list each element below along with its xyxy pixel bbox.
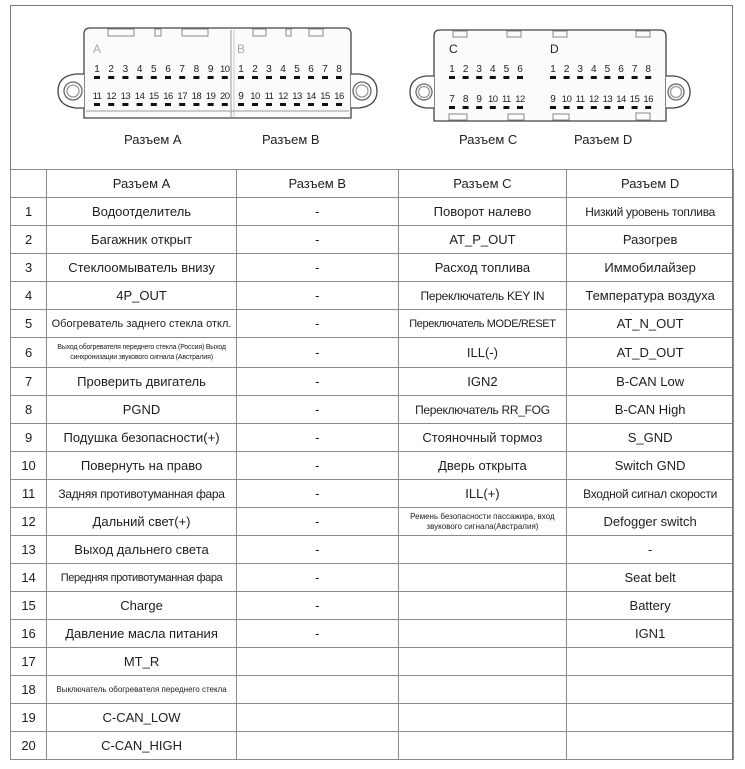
pin-number-cell: 7 (11, 368, 47, 396)
connector-c-cell (398, 732, 567, 760)
table-row (11, 310, 734, 338)
connector-d-cell: - (567, 536, 734, 564)
connector-c-cell (398, 704, 567, 732)
connector-b-cell: - (236, 226, 398, 254)
connector-c-cell: Ремень безопасности пассажира, вход звукового сигнала(Австралия) (398, 508, 567, 536)
pin-number-cell: 16 (11, 620, 47, 648)
pin-number-cell: 10 (11, 452, 47, 480)
pin-contact (503, 76, 509, 79)
connector-b-cell: - (236, 564, 398, 592)
connector-b-cell: - (236, 424, 398, 452)
connector-c-cell: Расход топлива (398, 254, 567, 282)
pin-label: 2 (462, 64, 469, 75)
pin-contact (550, 106, 556, 109)
table-row (11, 338, 734, 368)
pin-label: 14 (616, 94, 626, 105)
pin-label: 10 (561, 94, 572, 105)
connector-b-cell: - (236, 254, 398, 282)
connector-a-cell: 4P_OUT (47, 282, 237, 310)
connector-b-cell (236, 732, 398, 760)
pin-contact (193, 103, 199, 106)
connector-d-cell: Низкий уровень топлива (567, 198, 734, 226)
pin-contact (294, 76, 300, 79)
pin-label: 16 (334, 91, 344, 102)
connector-d-cell: Входной сигнал скорости (567, 480, 734, 508)
pin-contact (476, 76, 482, 79)
connector-d-caption: Разъем D (574, 132, 633, 147)
pin-label: 3 (476, 64, 482, 75)
pin-number-cell: 15 (11, 592, 47, 620)
pinout-table-body (11, 198, 734, 760)
connector-d-cell: AT_D_OUT (567, 338, 734, 368)
connector-b-cell: - (236, 452, 398, 480)
connector-d-cell (567, 648, 734, 676)
table-row (11, 226, 734, 254)
pin-contact (137, 76, 143, 79)
pin-number-cell: 3 (11, 254, 47, 282)
connector-d-cell: Разогрев (567, 226, 734, 254)
pin-contact (108, 76, 114, 79)
pin-contact (222, 76, 228, 79)
pin-contact (618, 76, 624, 79)
pin-label: 7 (322, 64, 328, 75)
pin-contact (94, 76, 100, 79)
connector-a-caption: Разъем A (124, 132, 182, 147)
pin-contact (517, 106, 523, 109)
connector-a-cell: Выход дальнего света (47, 536, 237, 564)
connector-a-cell: Charge (47, 592, 237, 620)
connector-d-cell: IGN1 (567, 620, 734, 648)
pin-contact (517, 76, 523, 79)
connector-a-cell: PGND (47, 396, 237, 424)
pin-contact (252, 103, 258, 106)
connector-a-cell: Обогреватель заднего стекла откл. (47, 310, 237, 338)
table-row (11, 198, 734, 226)
pin-contact (632, 76, 638, 79)
pin-label: 9 (550, 94, 556, 105)
connector-b-cell: - (236, 338, 398, 368)
connector-letter-c: C (449, 42, 458, 56)
connector-d-cell: Battery (567, 592, 734, 620)
connector-d-cell (567, 732, 734, 760)
pin-contact (618, 106, 624, 109)
connector-c-cell: Стояночный тормоз (398, 424, 567, 452)
pin-label: 7 (631, 64, 638, 75)
pin-number-cell: 6 (11, 338, 47, 368)
header-connector-a: Разъем A (47, 170, 237, 198)
table-row (11, 282, 734, 310)
pin-label: 8 (645, 64, 651, 75)
pin-label: 10 (250, 91, 260, 102)
pin-label: 6 (308, 64, 314, 75)
pin-label: 4 (490, 64, 496, 75)
pin-label: 13 (602, 94, 613, 105)
pin-label: 20 (220, 91, 230, 102)
pin-label: 1 (94, 64, 100, 75)
connector-ab-body (58, 28, 377, 118)
connector-b-cell: - (236, 536, 398, 564)
pin-contact (137, 103, 143, 106)
pin-contact (179, 76, 185, 79)
connector-a-cell: Передняя противотуманная фара (47, 564, 237, 592)
pin-number-cell: 4 (11, 282, 47, 310)
pin-contact (208, 76, 214, 79)
connector-c-cell: Дверь открыта (398, 452, 567, 480)
pin-label: 12 (515, 94, 525, 105)
table-row (11, 424, 734, 452)
pin-label: 9 (207, 64, 214, 75)
connector-a-cell: Багажник открыт (47, 226, 237, 254)
pin-label: 5 (503, 64, 510, 75)
pin-label: 8 (462, 94, 469, 105)
connector-b-cell: - (236, 508, 398, 536)
pin-label: 15 (320, 91, 330, 102)
pin-contact (336, 103, 342, 106)
pin-number-cell: 5 (11, 310, 47, 338)
connector-b-cell: - (236, 368, 398, 396)
pin-label: 12 (589, 94, 599, 105)
pin-label: 9 (476, 94, 482, 105)
connector-c-caption: Разъем C (459, 132, 518, 147)
pin-contact (591, 76, 597, 79)
connector-c-cell: Переключатель MODE/RESET (398, 310, 567, 338)
pin-label: 19 (205, 91, 216, 102)
pin-contact (122, 76, 128, 79)
connector-letter-a: A (93, 42, 102, 56)
connector-b-cell: - (236, 310, 398, 338)
connector-c-cell (398, 620, 567, 648)
table-row (11, 254, 734, 282)
connector-a-cell: Дальний свет(+) (47, 508, 237, 536)
connector-d-cell: Switch GND (567, 452, 734, 480)
pin-number-cell: 8 (11, 396, 47, 424)
connector-d-cell: AT_N_OUT (567, 310, 734, 338)
connector-b-cell: - (236, 480, 398, 508)
connector-b-cell: - (236, 620, 398, 648)
pin-contact (490, 106, 496, 109)
pin-number-cell: 9 (11, 424, 47, 452)
pin-contact (252, 76, 258, 79)
pin-contact (490, 76, 496, 79)
connector-c-cell (398, 676, 567, 704)
connector-c-cell (398, 536, 567, 564)
connector-d-cell (567, 676, 734, 704)
connector-c-cell (398, 648, 567, 676)
pin-label: 7 (179, 64, 185, 75)
pin-label: 6 (618, 64, 624, 75)
connector-c-cell: ILL(-) (398, 338, 567, 368)
connector-diagram (0, 0, 745, 168)
connector-a-cell: Подушка безопасности(+) (47, 424, 237, 452)
connector-c-cell: Переключатель RR_FOG (398, 396, 567, 424)
connector-d-cell: B-CAN Low (567, 368, 734, 396)
pin-contact (463, 76, 469, 79)
pin-label: 5 (151, 64, 157, 75)
pin-label: 8 (336, 64, 342, 75)
pin-label: 6 (165, 64, 171, 75)
pin-contact (645, 76, 651, 79)
pin-contact (577, 76, 583, 79)
connector-a-cell: Водоотделитель (47, 198, 237, 226)
pin-label: 3 (122, 64, 129, 75)
pin-label: 13 (292, 91, 302, 102)
connector-b-cell (236, 648, 398, 676)
pin-label: 12 (106, 91, 116, 102)
pin-number-cell: 11 (11, 480, 47, 508)
pin-label: 1 (238, 64, 244, 75)
pin-contact (94, 103, 100, 106)
pin-label: 15 (149, 91, 159, 102)
pin-label: 4 (591, 64, 597, 75)
pin-contact (151, 103, 157, 106)
pin-label: 11 (501, 94, 511, 105)
pin-contact (266, 103, 272, 106)
pin-contact (476, 106, 482, 109)
pin-number-cell: 19 (11, 704, 47, 732)
pin-label: 2 (252, 64, 258, 75)
table-row (11, 564, 734, 592)
pin-contact (208, 103, 214, 106)
pin-contact (179, 103, 185, 106)
pin-contact (122, 103, 128, 106)
connector-c-cell: Переключатель KEY IN (398, 282, 567, 310)
pin-label: 11 (92, 91, 102, 102)
connector-b-cell (236, 704, 398, 732)
connector-b-cell: - (236, 396, 398, 424)
pin-label: 11 (264, 91, 274, 102)
pin-contact (449, 76, 455, 79)
pin-contact (151, 76, 157, 79)
pin-label: 3 (266, 64, 272, 75)
connector-c-cell: Поворот налево (398, 198, 567, 226)
pin-contact (336, 76, 342, 79)
pin-label: 5 (604, 64, 611, 75)
connector-b-cell: - (236, 592, 398, 620)
pin-contact (165, 76, 171, 79)
pin-contact (632, 106, 638, 109)
pin-contact (108, 103, 114, 106)
pin-label: 2 (108, 64, 114, 75)
table-row (11, 620, 734, 648)
pin-contact (577, 106, 583, 109)
table-row (11, 452, 734, 480)
connector-d-cell: S_GND (567, 424, 734, 452)
table-row (11, 480, 734, 508)
pin-contact (449, 106, 455, 109)
pin-contact (604, 106, 610, 109)
pin-label: 1 (550, 64, 556, 75)
pin-contact (294, 103, 300, 106)
pin-number-cell: 18 (11, 676, 47, 704)
connector-c-cell: AT_P_OUT (398, 226, 567, 254)
pin-label: 15 (629, 94, 640, 105)
connector-a-cell: MT_R (47, 648, 237, 676)
connector-a-cell: Давление масла питания (47, 620, 237, 648)
pin-number-cell: 17 (11, 648, 47, 676)
pin-contact (238, 103, 244, 106)
table-row (11, 732, 734, 760)
pin-contact (165, 103, 171, 106)
connector-c-cell (398, 564, 567, 592)
table-row (11, 368, 734, 396)
pin-contact (564, 106, 570, 109)
pin-label: 4 (280, 64, 286, 75)
pin-contact (463, 106, 469, 109)
connector-letter-b: B (237, 42, 246, 56)
pin-label: 14 (134, 91, 145, 102)
pin-label: 17 (177, 91, 187, 102)
connector-a-cell: Проверить двигатель (47, 368, 237, 396)
connector-a-cell: C-CAN_HIGH (47, 732, 237, 760)
connector-c-cell: IGN2 (398, 368, 567, 396)
header-connector-b: Разъем B (236, 170, 398, 198)
connector-c-cell (398, 592, 567, 620)
pin-contact (645, 106, 651, 109)
pin-label: 5 (294, 64, 300, 75)
pin-contact (238, 76, 244, 79)
connector-a-cell: Выключатель обогревателя переднего стекла (47, 676, 237, 704)
pinout-table (10, 169, 734, 760)
connector-d-cell: B-CAN High (567, 396, 734, 424)
pin-label: 18 (191, 91, 202, 102)
table-row (11, 704, 734, 732)
connector-letter-d: D (550, 42, 559, 56)
pin-contact (322, 76, 328, 79)
pin-label: 12 (278, 91, 288, 102)
connector-b-caption: Разъем B (262, 132, 320, 147)
table-row (11, 592, 734, 620)
pin-label: 6 (517, 64, 523, 75)
table-row (11, 648, 734, 676)
connector-d-cell: Иммобилайзер (567, 254, 734, 282)
pin-contact (266, 76, 272, 79)
pin-contact (591, 106, 597, 109)
pin-label: 16 (163, 91, 173, 102)
pin-label: 3 (577, 64, 583, 75)
pin-label: 2 (563, 64, 570, 75)
table-row (11, 676, 734, 704)
pin-contact (193, 76, 199, 79)
connector-b-cell: - (236, 198, 398, 226)
connector-d-cell: Температура воздуха (567, 282, 734, 310)
pin-contact (280, 103, 286, 106)
table-row (11, 508, 734, 536)
table-row (11, 536, 734, 564)
connector-b-cell: - (236, 282, 398, 310)
header-connector-d: Разъем D (567, 170, 734, 198)
connector-a-cell: Задняя противотуманная фара (47, 480, 237, 508)
connector-d-cell: Defogger switch (567, 508, 734, 536)
pin-label: 10 (488, 94, 498, 105)
pin-label: 13 (120, 91, 131, 102)
pin-contact (604, 76, 610, 79)
connector-a-cell: Выход обогревателя переднего стекла (Россия) Выход синхронизации звукового сигнала (Австралия) (47, 338, 237, 368)
pin-number-cell: 13 (11, 536, 47, 564)
pin-number-cell: 1 (11, 198, 47, 226)
pin-label: 14 (306, 91, 316, 102)
pin-label: 16 (643, 94, 653, 105)
pin-number-cell: 20 (11, 732, 47, 760)
connector-c-cell: ILL(+) (398, 480, 567, 508)
pin-contact (550, 76, 556, 79)
pin-label: 4 (136, 64, 143, 75)
table-row (11, 396, 734, 424)
pin-contact (222, 103, 228, 106)
pin-label: 1 (449, 64, 455, 75)
connector-a-cell: C-CAN_LOW (47, 704, 237, 732)
connector-d-cell (567, 704, 734, 732)
pin-contact (564, 76, 570, 79)
pin-contact (308, 76, 314, 79)
pin-contact (322, 103, 328, 106)
connector-a-cell: Стеклоомыватель внизу (47, 254, 237, 282)
pin-number-cell: 14 (11, 564, 47, 592)
pin-contact (308, 103, 314, 106)
connector-d-cell: Seat belt (567, 564, 734, 592)
connector-b-cell (236, 676, 398, 704)
pin-contact (280, 76, 286, 79)
table-header-row (11, 170, 734, 198)
header-connector-c: Разъем C (398, 170, 567, 198)
pin-label: 7 (449, 94, 455, 105)
pin-label: 9 (238, 91, 244, 102)
connector-a-cell: Повернуть на право (47, 452, 237, 480)
pin-number-cell: 2 (11, 226, 47, 254)
pin-number-cell: 12 (11, 508, 47, 536)
pin-label: 8 (193, 64, 200, 75)
header-pin (11, 170, 47, 198)
pin-contact (503, 106, 509, 109)
pin-label: 10 (220, 64, 230, 75)
pin-label: 11 (575, 94, 585, 105)
